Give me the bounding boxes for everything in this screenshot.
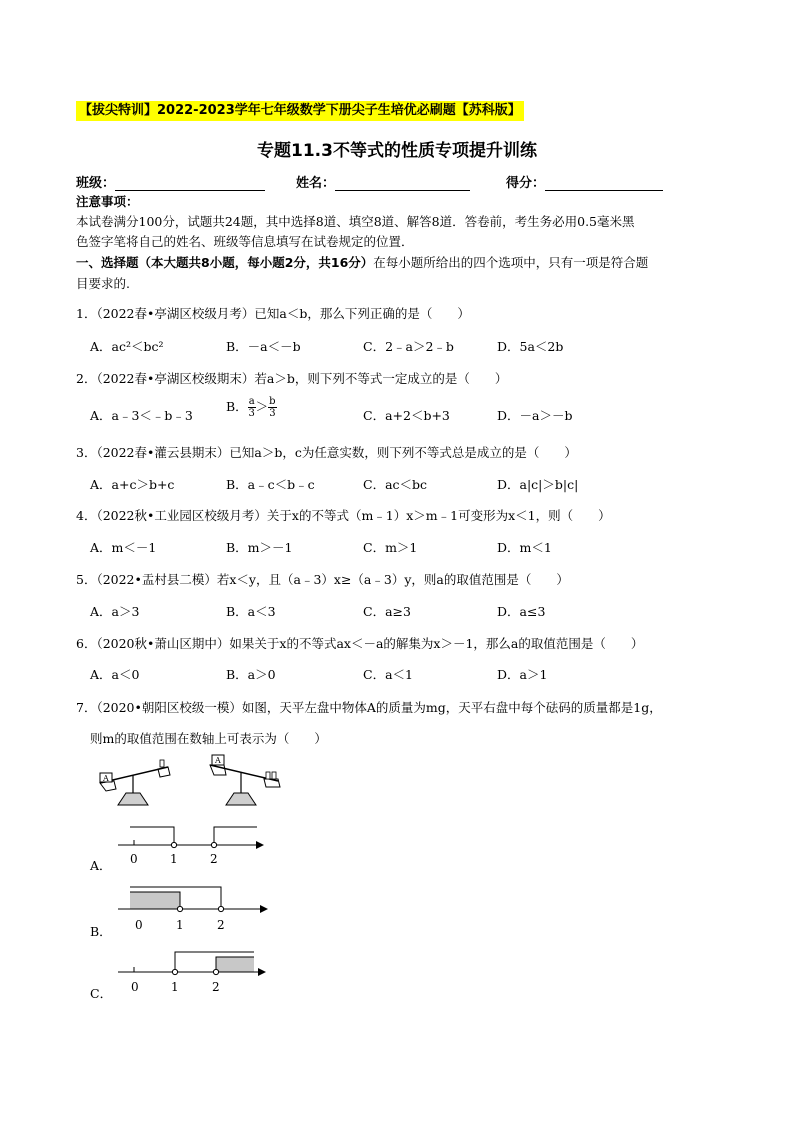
q5-option-a: A．a＞3 bbox=[90, 604, 140, 619]
q6-option-b: B．a＞0 bbox=[226, 667, 276, 682]
score-label: 得分： bbox=[506, 176, 546, 191]
section-heading bbox=[76, 253, 648, 273]
weight-icon bbox=[272, 772, 276, 779]
class-blank bbox=[115, 176, 265, 191]
q7-option-b-letter: B． bbox=[90, 924, 112, 939]
question-6-stem: 6．（2020秋•萧山区期中）如果关于x的不等式ax＜－a的解集为x＞－1，那么a的取值范围是（ ） bbox=[76, 636, 644, 651]
notice-title: 注意事项： bbox=[76, 194, 139, 209]
page-title: 专题11.3不等式的性质专项提升训练 bbox=[257, 141, 537, 161]
balance-scale-right bbox=[210, 755, 280, 805]
tick-label-0: 0 bbox=[130, 852, 138, 866]
notice-line-1: 本试卷满分100分，试题共24题，其中选择8道、填空8道、解答8道．答卷前，考生务必用0.5毫米黑 bbox=[76, 214, 635, 229]
q4-option-d: D．m＜1 bbox=[497, 540, 552, 555]
section-instructions-cont: 目要求的. bbox=[76, 276, 130, 291]
axis-arrow bbox=[256, 841, 264, 849]
q1-option-d: D．5a＜2b bbox=[497, 339, 564, 354]
tick-label-0: 0 bbox=[131, 980, 139, 994]
q7-option-b-number-line bbox=[112, 884, 272, 934]
question-7-stem: 7．（2020•朝阳区校级一模）如图，天平左盘中物体A的质量为mg，天平右盘中每个砝码的质量都是1g， bbox=[76, 700, 662, 715]
name-field bbox=[296, 172, 470, 191]
q2-option-a: A．a﹣3＜﹣b﹣3 bbox=[90, 408, 193, 423]
axis-arrow bbox=[258, 968, 266, 976]
q4-option-b: B．m＞－1 bbox=[226, 540, 293, 555]
question-7-stem-cont: 则m的取值范围在数轴上可表示为（ ） bbox=[90, 731, 327, 746]
q7-option-c-letter: C． bbox=[90, 986, 113, 1001]
q2-option-b-operator: ＞ bbox=[255, 399, 269, 414]
q6-option-a: A．a＜0 bbox=[90, 667, 140, 682]
score-blank bbox=[545, 176, 663, 191]
name-label: 姓名： bbox=[296, 176, 336, 191]
q1-option-b: B．－a＜－b bbox=[226, 339, 301, 354]
tick-label-2: 2 bbox=[212, 980, 220, 994]
q2-option-b-letter: B． bbox=[226, 399, 248, 414]
question-5-stem: 5．（2022•盂村县二模）若x＜y，且（a﹣3）x≥（a﹣3）y，则a的取值范围是（ ） bbox=[76, 572, 569, 587]
question-3-stem: 3．（2022春•灌云县期末）已知a＞b，c为任意实数，则下列不等式总是成立的是（ ） bbox=[76, 445, 577, 460]
q3-option-a: A．a+c＞b+c bbox=[90, 477, 175, 492]
tick-label-2: 2 bbox=[210, 852, 218, 866]
score-field bbox=[506, 172, 663, 191]
notice-line-2: 色签字笔将自己的姓名、班级等信息填写在试卷规定的位置． bbox=[76, 234, 414, 249]
balance-scales-figure bbox=[88, 753, 288, 811]
question-2-stem: 2．（2022春•亭湖区校级期末）若a＞b，则下列不等式一定成立的是（ ） bbox=[76, 371, 508, 386]
fraction-b-over-3: $\frac{b}{3}$ bbox=[269, 396, 276, 419]
section-instructions: 在每小题所给出的四个选项中，只有一项是符合题 bbox=[373, 255, 649, 270]
q6-option-d: D．a＞1 bbox=[497, 667, 548, 682]
object-a-label: A bbox=[103, 774, 109, 783]
q6-option-c: C．a＜1 bbox=[363, 667, 413, 682]
q5-option-b: B．a＜3 bbox=[226, 604, 276, 619]
q7-option-a-letter: A． bbox=[90, 858, 112, 873]
fraction-a-over-3: $\frac{a}{3}$ bbox=[248, 396, 255, 419]
q5-option-d: D．a≤3 bbox=[497, 604, 546, 619]
q3-option-b: B．a﹣c＜b﹣c bbox=[226, 477, 315, 492]
weight-icon bbox=[266, 772, 270, 779]
q1-option-c: C．2﹣a＞2﹣b bbox=[363, 339, 454, 354]
q1-option-a: A．ac²＜bc² bbox=[90, 339, 164, 354]
class-field bbox=[76, 172, 265, 191]
class-label: 班级： bbox=[76, 176, 116, 191]
q4-option-c: C．m＞1 bbox=[363, 540, 418, 555]
balance-scale-left bbox=[100, 760, 170, 805]
q2-option-c: C．a+2＜b+3 bbox=[363, 408, 450, 423]
tick-label-2: 2 bbox=[217, 918, 225, 932]
question-1-stem: 1．（2022春•亭湖区校级月考）已知a＜b，那么下列正确的是（ ） bbox=[76, 306, 470, 321]
q5-option-c: C．a≥3 bbox=[363, 604, 411, 619]
object-a-label: A bbox=[215, 756, 221, 765]
q2-option-b bbox=[226, 396, 277, 419]
q7-option-c-number-line bbox=[112, 948, 272, 996]
q7-option-a-number-line bbox=[112, 822, 272, 868]
name-blank bbox=[335, 176, 470, 191]
axis-arrow bbox=[260, 905, 268, 913]
tick-label-1: 1 bbox=[170, 852, 178, 866]
weight-icon bbox=[160, 760, 164, 767]
section-heading-bold: 一、选择题（本大题共8小题，每小题2分，共16分） bbox=[76, 255, 374, 270]
tick-label-1: 1 bbox=[171, 980, 179, 994]
q4-option-a: A．m＜－1 bbox=[90, 540, 157, 555]
q3-option-d: D．a|c|＞b|c| bbox=[497, 477, 579, 492]
question-4-stem: 4．（2022秋•工业园区校级月考）关于x的不等式（m﹣1）x＞m﹣1可变形为x＜1，则（ ） bbox=[76, 508, 611, 523]
q2-option-d: D．－a＞－b bbox=[497, 408, 573, 423]
tick-label-0: 0 bbox=[135, 918, 143, 932]
exam-series-banner: 【拔尖特训】2022-2023学年七年级数学下册尖子生培优必刷题【苏科版】 bbox=[76, 101, 524, 121]
q3-option-c: C．ac＜bc bbox=[363, 477, 428, 492]
tick-label-1: 1 bbox=[176, 918, 184, 932]
